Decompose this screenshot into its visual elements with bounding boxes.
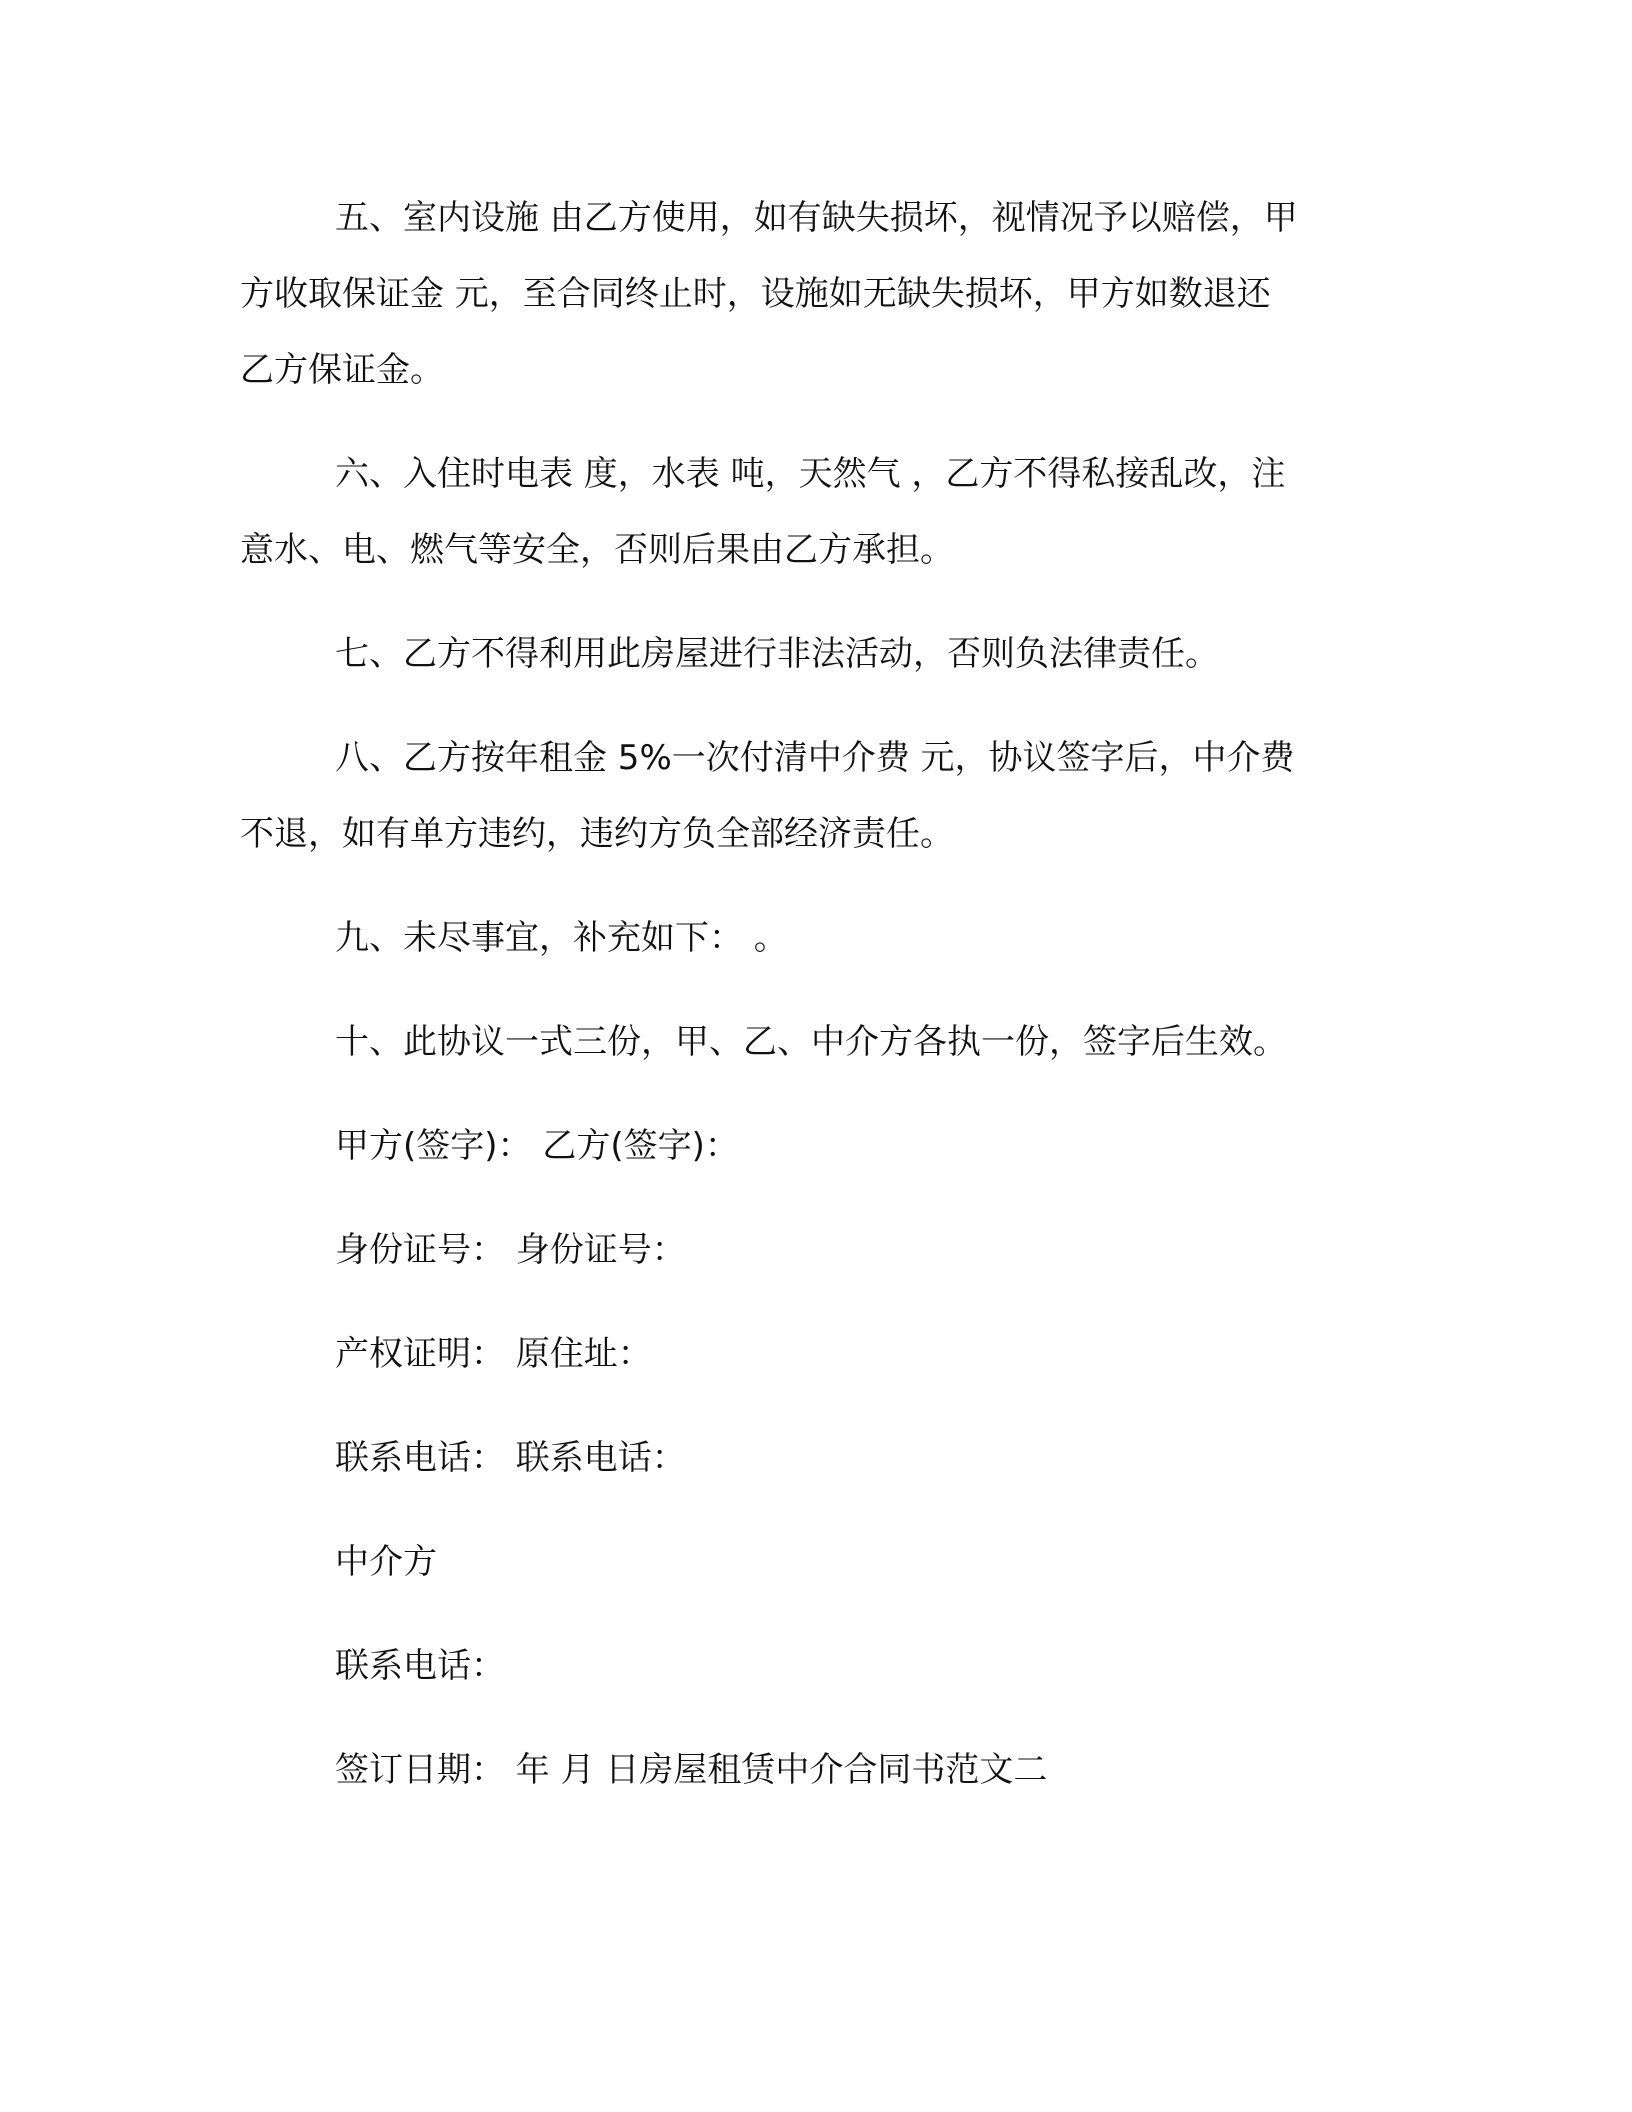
agency-label: 中介方 (335, 1542, 437, 1582)
clause-10: 十、此协议一式三份，甲、乙、中介方各执一份，签字后生效。 (335, 1022, 1287, 1062)
clause-6-line-1: 六、入住时电表 度，水表 吨，天然气 ，乙方不得私接乱改，注 (335, 454, 1286, 494)
signature-line: 甲方(签字)： 乙方(签字)： (335, 1126, 739, 1166)
clause-5-line-3: 乙方保证金。 (240, 350, 444, 390)
clause-8-line-2: 不退，如有单方违约，违约方负全部经济责任。 (240, 814, 954, 854)
clause-5-line-2: 方收取保证金 元，至合同终止时，设施如无缺失损坏，甲方如数退还 (240, 274, 1271, 314)
clause-7: 七、乙方不得利用此房屋进行非法活动，否则负法律责任。 (335, 634, 1219, 674)
id-number-line: 身份证号： 身份证号： (335, 1230, 686, 1270)
agency-phone-line: 联系电话： (335, 1646, 505, 1686)
clause-9: 九、未尽事宜，补充如下： 。 (335, 918, 788, 958)
clause-5-line-1: 五、室内设施 由乙方使用，如有缺失损坏，视情况予以赔偿，甲 (335, 198, 1298, 238)
signing-date-line: 签订日期： 年 月 日房屋租赁中介合同书范文二 (335, 1750, 1048, 1790)
contact-phone-line: 联系电话： 联系电话： (335, 1438, 686, 1478)
clause-6-line-2: 意水、电、燃气等安全，否则后果由乙方承担。 (240, 530, 954, 570)
property-proof-line: 产权证明： 原住址： (335, 1334, 652, 1374)
clause-8-line-1: 八、乙方按年租金 5%一次付清中介费 元，协议签字后，中介费 (335, 738, 1295, 778)
